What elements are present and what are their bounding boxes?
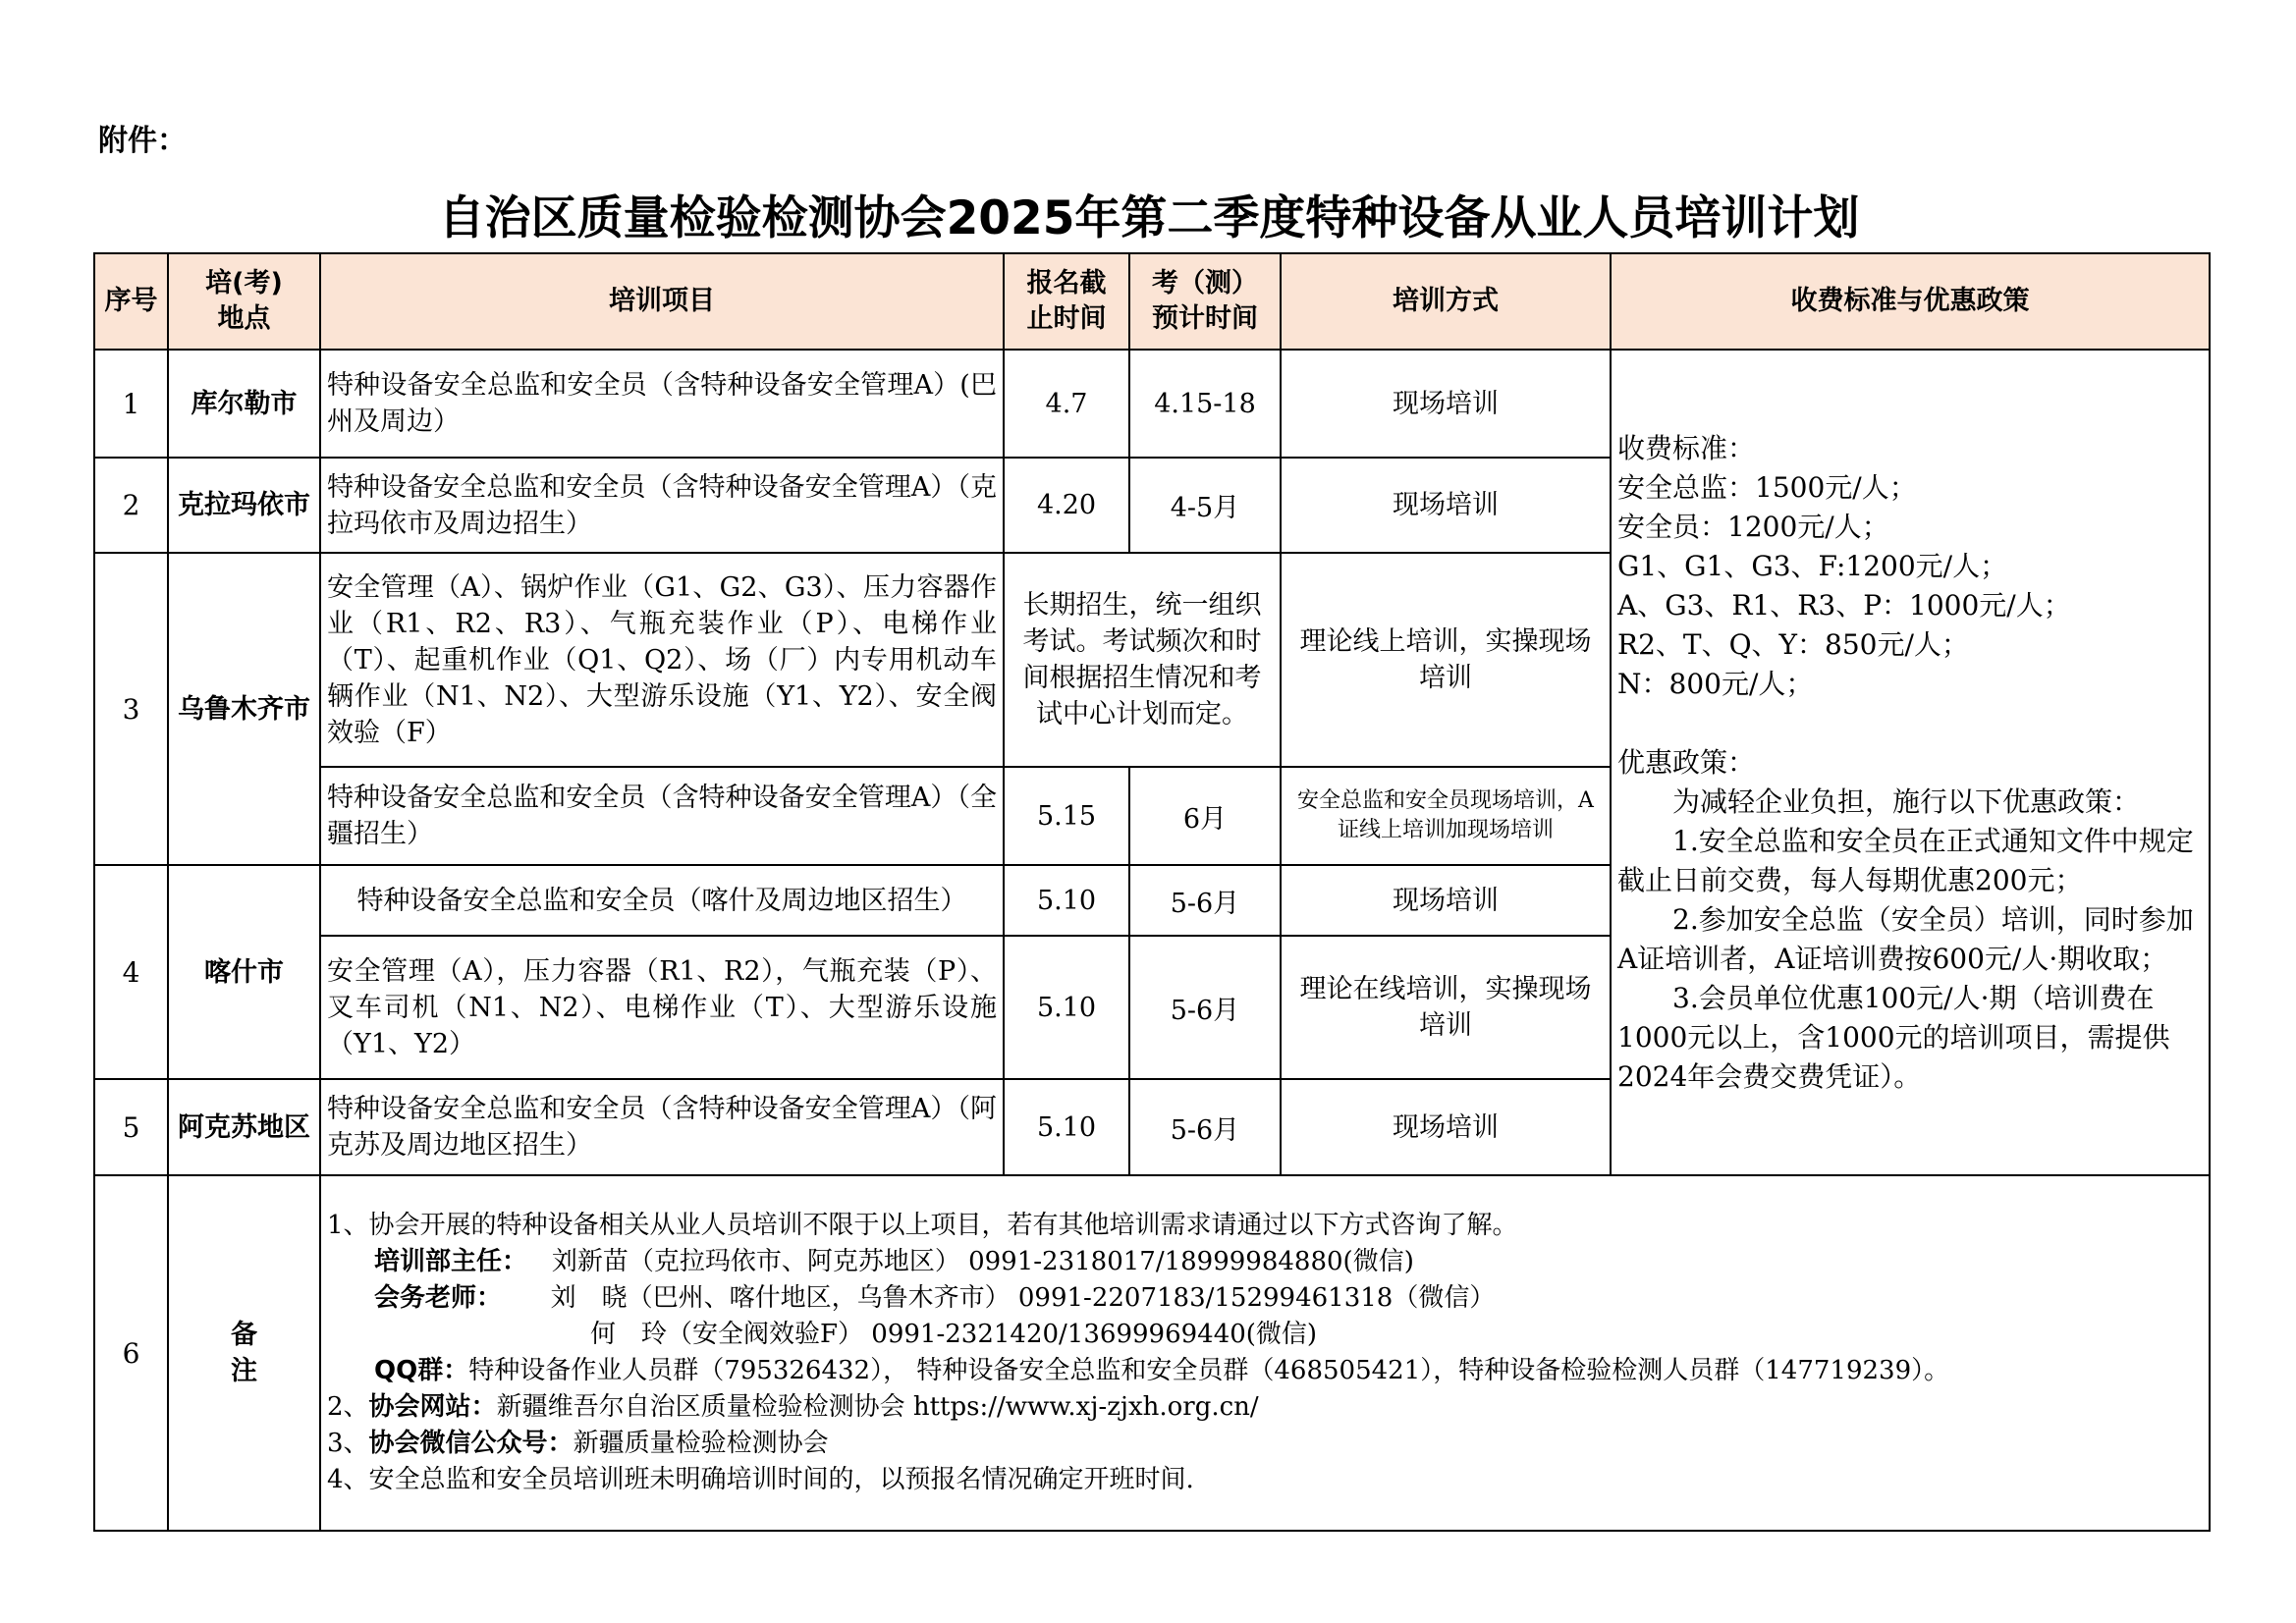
note-qq-groups: QQ群：特种设备作业人员群（795326432）， 特种设备安全总监和安全员群（468505421），特种设备检验检测人员群（147719239）。 bbox=[374, 1356, 1950, 1385]
row-deadline: 5.10 bbox=[1004, 865, 1129, 936]
row-project: 特种设备安全总监和安全员（含特种设备安全管理A）（克拉玛依市及周边招生） bbox=[320, 458, 1004, 553]
row-exam-time: 5-6月 bbox=[1129, 936, 1281, 1079]
row-seq: 5 bbox=[94, 1079, 168, 1175]
row-seq: 2 bbox=[94, 458, 168, 553]
notes-cell bbox=[320, 1175, 2210, 1531]
row-location: 乌鲁木齐市 bbox=[168, 553, 320, 865]
row-deadline: 5.10 bbox=[1004, 1079, 1129, 1175]
row-deadline: 4.7 bbox=[1004, 350, 1129, 458]
header-location: 培(考) 地点 bbox=[168, 253, 320, 350]
row-location: 库尔勒市 bbox=[168, 350, 320, 458]
fees-line: 安全总监：1500元/人； bbox=[1617, 470, 1917, 504]
fees-policy-cell bbox=[1611, 350, 2210, 1175]
notes-label: 备 注 bbox=[168, 1175, 320, 1531]
row-seq: 4 bbox=[94, 865, 168, 1079]
row-seq: 1 bbox=[94, 350, 168, 458]
row-mode: 安全总监和安全员现场培训，A证线上培训加现场培训 bbox=[1281, 767, 1611, 865]
training-plan-table bbox=[93, 252, 2211, 1532]
row-location: 喀什市 bbox=[168, 865, 320, 1079]
policy-title: 优惠政策： bbox=[1617, 745, 1756, 779]
row-deadline: 5.15 bbox=[1004, 767, 1129, 865]
row-mode: 现场培训 bbox=[1281, 1079, 1611, 1175]
row-seq: 3 bbox=[94, 553, 168, 865]
note-website: 2、协会网站：新疆维吾尔自治区质量检验检测协会 https://www.xj-zjxh.org.cn/ bbox=[327, 1392, 1259, 1422]
row-mode: 现场培训 bbox=[1281, 865, 1611, 936]
note-4: 4、安全总监和安全员培训班未明确培训时间的，以预报名情况确定开班时间. bbox=[327, 1465, 1194, 1494]
note-wechat: 3、协会微信公众号：新疆质量检验检测协会 bbox=[327, 1429, 829, 1458]
fees-line: N：800元/人； bbox=[1617, 667, 1814, 700]
row-mode: 现场培训 bbox=[1281, 350, 1611, 458]
attachment-label: 附件： bbox=[98, 124, 187, 158]
fees-line: 安全员：1200元/人； bbox=[1617, 510, 1889, 543]
row-seq: 6 bbox=[94, 1175, 168, 1531]
document-title: 自治区质量检验检测协会2025年第二季度特种设备从业人员培训计划 bbox=[438, 191, 1860, 245]
row-location: 阿克苏地区 bbox=[168, 1079, 320, 1175]
policy-item: 2.参加安全总监（安全员）培训，同时参加A证培训者，A证培训费按600元/人·期收取； bbox=[1617, 902, 2194, 975]
policy-intro: 为减轻企业负担，施行以下优惠政策： bbox=[1672, 784, 2141, 818]
row-exam-time: 5-6月 bbox=[1129, 1079, 1281, 1175]
table-header-row bbox=[94, 253, 2210, 350]
row-project: 特种设备安全总监和安全员（含特种设备安全管理A）(巴州及周边） bbox=[320, 350, 1004, 458]
row-deadline: 5.10 bbox=[1004, 936, 1129, 1079]
table-row bbox=[94, 350, 2210, 458]
note-teacher-1: 会务老师： 刘 晓（巴州、喀什地区，乌鲁木齐市） 0991-2207183/15299461318（微信） bbox=[374, 1283, 1496, 1313]
header-seq: 序号 bbox=[94, 253, 168, 350]
row-deadline: 4.20 bbox=[1004, 458, 1129, 553]
note-1: 1、协会开展的特种设备相关从业人员培训不限于以上项目，若有其他培训需求请通过以下方式咨询了解。 bbox=[327, 1211, 1518, 1240]
row-schedule: 长期招生，统一组织考试。考试频次和时间根据招生情况和考试中心计划而定。 bbox=[1004, 553, 1281, 767]
row-exam-time: 5-6月 bbox=[1129, 865, 1281, 936]
note-teacher-2: 何 玲（安全阀效验F） 0991-2321420/13699969440(微信) bbox=[590, 1320, 1318, 1349]
fees-line: R2、T、Q、Y：850元/人； bbox=[1617, 627, 1969, 661]
row-project: 特种设备安全总监和安全员（喀什及周边地区招生） bbox=[320, 865, 1004, 936]
header-exam-time: 考（测） 预计时间 bbox=[1129, 253, 1281, 350]
fees-line: A、G3、R1、R3、P：1000元/人； bbox=[1617, 588, 2071, 622]
fees-line: G1、G1、G3、F:1200元/人； bbox=[1617, 549, 2008, 582]
row-mode: 理论在线培训，实操现场培训 bbox=[1281, 936, 1611, 1079]
row-project: 安全管理（A）、锅炉作业（G1、G2、G3）、压力容器作业（R1、R2、R3）、气瓶充装作业（P）、电梯作业（T）、起重机作业（Q1、Q2）、场（厂）内专用机动车辆作业（N1、N2）、大型游乐设施（Y1、Y2）、安全阀效验（F） bbox=[320, 553, 1004, 767]
row-project: 特种设备安全总监和安全员（含特种设备安全管理A）（阿克苏及周边地区招生） bbox=[320, 1079, 1004, 1175]
note-training-head: 培训部主任： 刘新苗（克拉玛依市、阿克苏地区） 0991-2318017/18999984880(微信) bbox=[374, 1247, 1414, 1276]
row-mode: 现场培训 bbox=[1281, 458, 1611, 553]
row-location: 克拉玛依市 bbox=[168, 458, 320, 553]
notes-row bbox=[94, 1175, 2210, 1531]
policy-item: 3.会员单位优惠100元/人·期（培训费在1000元以上，含1000元的培训项目，需提供2024年会费交费凭证）。 bbox=[1617, 981, 2170, 1093]
row-mode: 理论线上培训，实操现场培训 bbox=[1281, 553, 1611, 767]
row-exam-time: 4.15-18 bbox=[1129, 350, 1281, 458]
header-deadline: 报名截 止时间 bbox=[1004, 253, 1129, 350]
header-fees: 收费标准与优惠政策 bbox=[1611, 253, 2210, 350]
policy-item: 1.安全总监和安全员在正式通知文件中规定截止日前交费，每人每期优惠200元； bbox=[1617, 824, 2194, 896]
header-mode: 培训方式 bbox=[1281, 253, 1611, 350]
row-exam-time: 6月 bbox=[1129, 767, 1281, 865]
header-project: 培训项目 bbox=[320, 253, 1004, 350]
row-project: 特种设备安全总监和安全员（含特种设备安全管理A）（全疆招生） bbox=[320, 767, 1004, 865]
row-project: 安全管理（A），压力容器（R1、R2），气瓶充装（P）、叉车司机（N1、N2）、电梯作业（T）、大型游乐设施（Y1、Y2） bbox=[320, 936, 1004, 1079]
fees-line: 收费标准： bbox=[1617, 431, 1756, 464]
row-exam-time: 4-5月 bbox=[1129, 458, 1281, 553]
